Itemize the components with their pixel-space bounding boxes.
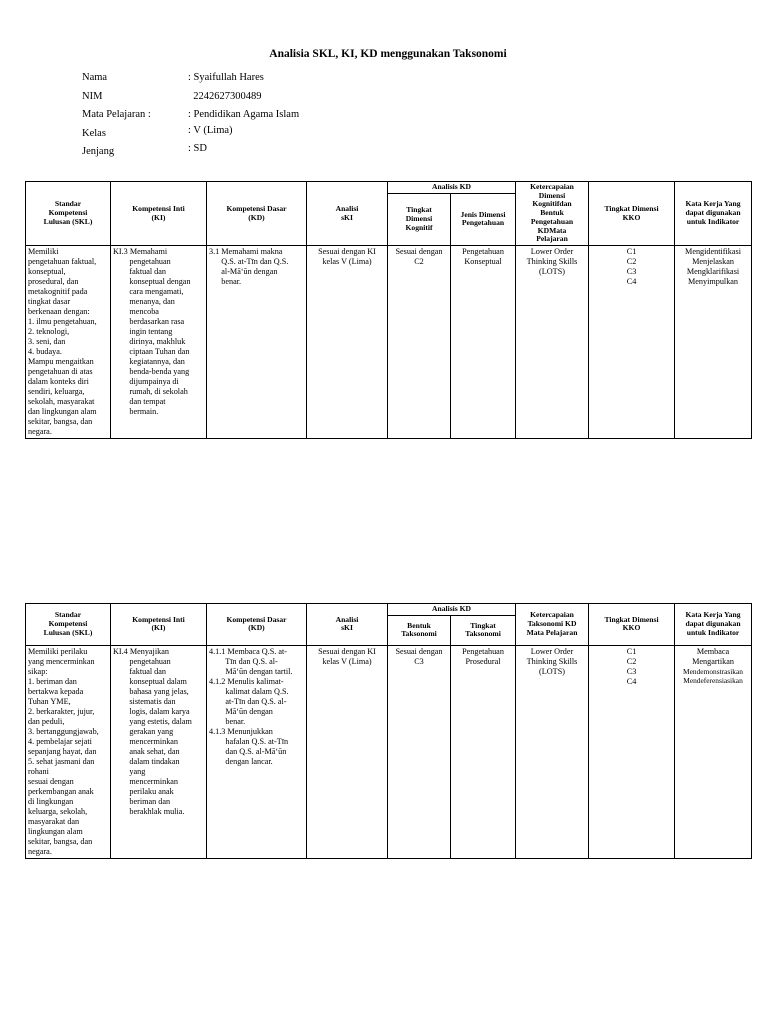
header-ki: Kompetensi Inti (KI): [111, 604, 207, 646]
identity-label: Jenjang: [82, 146, 115, 157]
header-kd: Kompetensi Dasar (KD): [207, 604, 307, 646]
header-kata-kerja: Kata Kerja Yang dapat digunakan untuk Indikator: [675, 604, 752, 646]
header-kata-kerja: Kata Kerja Yang dapat digunakan untuk Indikator: [675, 182, 752, 246]
header-tingkat-taksonomi: Tingkat Taksonomi: [451, 615, 516, 645]
cell-tingkat-kko: C1 C2 C3 C4: [589, 246, 675, 439]
analysis-table-skills: [25, 603, 752, 859]
identity-label: Mata Pelajaran :: [82, 109, 151, 120]
identity-value: 2242627300489: [188, 90, 262, 102]
cell-kata-kerja: [675, 645, 752, 858]
header-skl: Standar Kompetensi Lulusan (SKL): [26, 182, 111, 246]
header-ketercapaian: Ketercapaian Taksonomi KD Mata Pelajaran: [516, 604, 589, 646]
document-title: Analisia SKL, KI, KD menggunakan Taksonomi: [269, 48, 507, 60]
header-analisis-ki: Analisi sKI: [307, 182, 388, 246]
cell-jenis-dimensi: Pengetahuan Konseptual: [451, 246, 516, 439]
cell-tingkat-taksonomi: Pengetahuan Prosedural: [451, 645, 516, 858]
cell-kd: 4.1.1 Membaca Q.S. at- Tīn dan Q.S. al- Mā‘ūn dengan tartil. 4.1.2 Menulis kalimat- kalimat dalam Q.S. at-Tīn dan Q.S. al- Mā‘ūn dengan benar. 4.1.3 Menunjukkan hafalan Q.S. at-Tīn dan Q.S. al-Mā‘ūn dengan lancar.: [207, 645, 307, 858]
table-row: [26, 246, 752, 439]
cell-skl: Memiliki perilaku yang mencerminkan sikap: 1. beriman dan bertakwa kepada Tuhan YME, 2. berkarakter, jujur, dan peduli, 3. bertanggungjawab, 4. pembelajar sejati sepanjang hayat, dan 5. sehat jasmani dan rohani sesuai dengan perkembangan anak di lingkungan keluarga, sekolah, masyarakat dan lingkungan alam sekitar, bangsa, dan negara.: [26, 645, 111, 858]
cell-ketercapaian: Lower Order Thinking Skills (LOTS): [516, 246, 589, 439]
kata-kerja-list-a: Membaca Mengartikan: [692, 646, 734, 666]
cell-skl: Memiliki pengetahuan faktual, konseptual, prosedural, dan metakognitif pada tingkat dasar berkenaan dengan: 1. ilmu pengetahuan, 2. teknologi, 3. seni, dan 4. budaya. Mampu mengaitkan pengetahuan di atas dalam konteks diri sendiri, keluarga, sekolah, masyarakat dan lingkungan alam sekitar, bangsa, dan negara.: [26, 246, 111, 439]
cell-ki: KI.3 Memahami pengetahuan faktual dan konseptual dengan cara mengamati, menanya, dan mencoba berdasarkan rasa ingin tentang dirinya, makhluk ciptaan Tuhan dan kegiatannya, dan benda-benda yang dijumpainya di rumah, di sekolah dan tempat bermain.: [111, 246, 207, 439]
header-skl: Standar Kompetensi Lulusan (SKL): [26, 604, 111, 646]
analysis-table-knowledge: [25, 181, 752, 439]
cell-dimensi-kognitif: Sesuai dengan C2: [388, 246, 451, 439]
cell-ki: KI.4 Menyajikan pengetahuan faktual dan konseptual dalam bahasa yang jelas, sistematis dan logis, dalam karya yang estetis, dalam gerakan yang mencerminkan anak sehat, dan dalam tindakan yang mencerminkan perilaku anak beriman dan berakhlak mulia.: [111, 645, 207, 858]
header-kd: Kompetensi Dasar (KD): [207, 182, 307, 246]
header-ki: Kompetensi Inti (KI): [111, 182, 207, 246]
cell-analisis-ki: Sesuai dengan KI kelas V (Lima): [307, 645, 388, 858]
header-tingkat-kko: Tingkat Dimensi KKO: [589, 604, 675, 646]
header-tingkat-dimensi-kognitif: Tingkat Dimensi Kognitif: [388, 193, 451, 245]
table-row: [26, 645, 752, 858]
identity-value: : Pendidikan Agama Islam: [188, 109, 300, 120]
identity-value: : V (Lima): [188, 124, 233, 136]
header-analisis-kd: Analisis KD: [388, 604, 516, 616]
header-tingkat-kko: Tingkat Dimensi KKO: [589, 182, 675, 246]
cell-bentuk-taksonomi: Sesuai dengan C3: [388, 645, 451, 858]
header-bentuk-taksonomi: Bentuk Taksonomi: [388, 615, 451, 645]
cell-kd: 3.1 Memahami makna Q.S. at-Tīn dan Q.S. al-Mā‘ūn dengan benar.: [207, 246, 307, 439]
identity-value: : SD: [188, 143, 207, 154]
header-ketercapaian: Ketercapaian Dimensi Kognitifdan Bentuk Pengetahuan KDMata Pelajaran: [516, 182, 589, 246]
header-analisis-kd: Analisis KD: [388, 182, 516, 194]
header-jenis-dimensi: Jenis Dimensi Pengetahuan: [451, 193, 516, 245]
cell-ketercapaian: Lower Order Thinking Skills (LOTS): [516, 645, 589, 858]
cell-tingkat-kko: C1 C2 C3 C4: [589, 645, 675, 858]
identity-label: Kelas: [82, 127, 106, 139]
identity-value: : Syaifullah Hares: [188, 72, 264, 83]
identity-label: NIM: [82, 90, 103, 102]
cell-analisis-ki: Sesuai dengan KI kelas V (Lima): [307, 246, 388, 439]
identity-label: Nama: [82, 72, 108, 83]
header-analisis-ki: Analisi sKI: [307, 604, 388, 646]
kata-kerja-list-b: Mendemonstrasikan Mendeferensiasikan: [683, 666, 743, 685]
cell-kata-kerja: Mengidentifikasi Menjelaskan Mengklarifikasi Menyimpulkan: [675, 246, 752, 439]
